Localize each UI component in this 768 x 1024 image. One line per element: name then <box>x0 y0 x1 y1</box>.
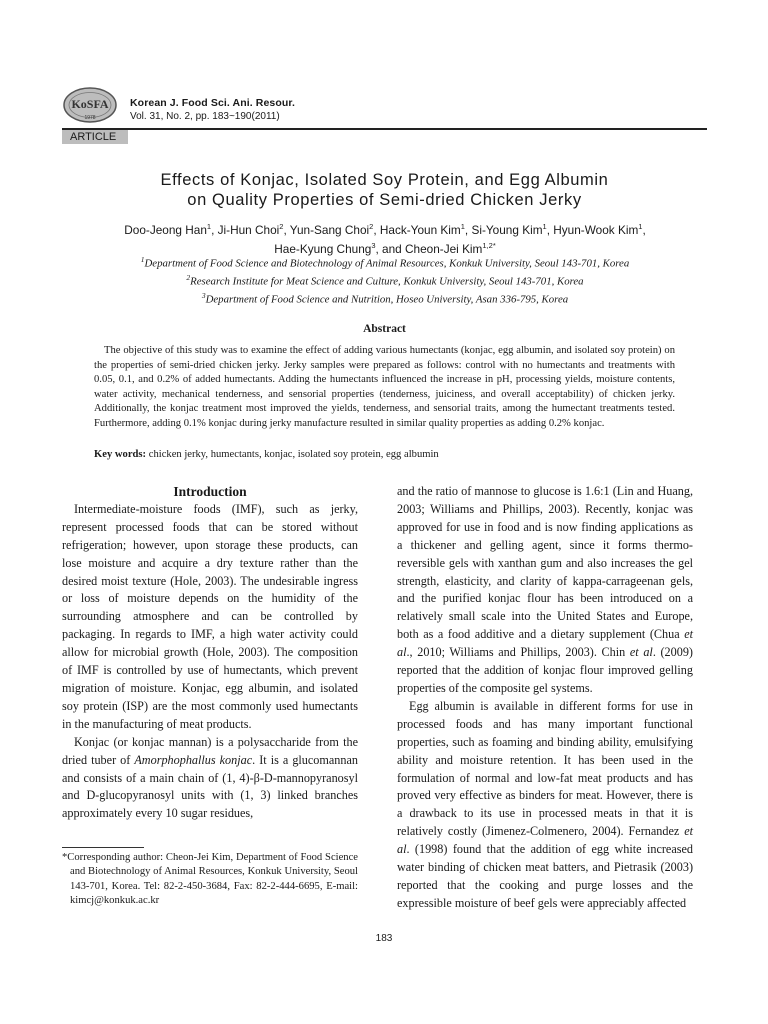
intro-paragraph-1: Intermediate-moisture foods (IMF), such as jerky, represent processed foods that can be stored without refrigeration; however, upon storage these products, can lose moisture and acquire a dry texture rather than the desired moist texture (Hole, 2003). The undesirable ingress or loss of moisture depends on the humidity of the surrounding atmosphere and can be controlled by packaging. In regards to IMF, a high water activity could allow for microbial growth (Hole, 2003). The composition of IMF is controlled by use of humectants, which prevent migration of moisture. Konjac, egg albumin, and isolated soy protein (ISP) are the most commonly used humectants in the manufacturing of meat products. <box>62 501 358 731</box>
corresponding-author-footnote <box>62 851 358 908</box>
page-number: 183 <box>375 933 393 944</box>
svg-text:KoSFA: KoSFA <box>71 97 109 111</box>
author-sup: 1 <box>542 222 547 231</box>
text-run: . (1998) found that the addition of egg white increased water binding of chicken meat batters, and Pietrasik (2003) reported that the cooking and purge losses and the expressible moisture of beef gels were appreciably affected <box>397 842 693 910</box>
article-label: ARTICLE <box>62 130 128 144</box>
text-run: Egg albumin is available in different forms for use in processed foods and has many important functional properties, such as foaming and binding ability, emulsifying ability and moisture retention. It has been used in the formulation of normal and low-fat meat products and has proved very effective as binders for meat. However, there is a drawback to its use in processed meats in that it is relatively costly (Jimenez-Colmenero, 2004). Fernandez <box>397 698 693 839</box>
author: Doo-Jeong Han <box>124 222 207 237</box>
footnote-rule <box>62 847 144 848</box>
affiliation <box>70 253 700 271</box>
affiliation-sup: 2 <box>186 273 191 283</box>
text-run: . It is a glucomannan and consists of a main chain of (1, 4)-β-D-mannopyranosyl and D-glucopyranosyl units with (1, 3) linked branches approximately every 10 sugar residues, <box>62 752 358 821</box>
affiliations <box>70 253 700 307</box>
footnote-text: *Corresponding author: Cheon-Jei Kim, Department of Food Science and Biotechnology of Animal Resources, Konkuk University, Seoul 143-701, Korea. Tel: 82-2-450-3684, Fax: 82-2-444-6695, E-mail: kimcj@konkuk.ac.kr <box>62 852 358 906</box>
author-sup: 2 <box>279 222 284 231</box>
kosfa-logo <box>62 86 118 124</box>
paper-title <box>62 170 707 210</box>
affiliation <box>70 271 700 289</box>
author: Si-Young Kim <box>471 222 543 237</box>
keywords-text: chicken jerky, humectants, konjac, isolated soy protein, egg albumin <box>148 449 439 460</box>
left-column <box>62 483 358 823</box>
affiliation-text: Department of Food Science and Nutrition, Hoseo University, Asan 336-795, Korea <box>205 293 569 306</box>
author-sup: 1,2* <box>482 240 496 250</box>
author: Hyun-Wook Kim <box>553 222 639 237</box>
journal-header <box>62 86 707 126</box>
body-paragraph-egg-albumin <box>397 698 693 913</box>
text-run: ., 2010; Williams and Phillips, 2003). Chin <box>406 645 630 660</box>
species-name: Amorphophallus konjac <box>134 752 253 767</box>
affiliation <box>70 289 700 307</box>
text-run: Konjac (or konjac mannan) is a polysaccharide from the dried tuber of <box>62 734 358 767</box>
svg-text:1978: 1978 <box>84 115 96 121</box>
intro-paragraph-2 <box>62 734 358 824</box>
author: Cheon-Jei Kim <box>405 241 483 256</box>
affiliation-sup: 1 <box>140 255 145 264</box>
author-conjunction: and <box>382 241 402 256</box>
section-heading-introduction: Introduction <box>173 484 247 499</box>
affiliation-text: Department of Food Science and Biotechnology of Animal Resources, Konkuk University, Seoul 143-701, Korea <box>144 257 630 270</box>
keywords <box>94 449 675 460</box>
abstract-text: The objective of this study was to examine the effect of adding various humectants (konjac, egg albumin, and isolated soy protein) on the properties of semi-dried chicken jerky. Jerky samples were prepared as follows: control with no humectants and treatments with 0.05, 0.1, and 0.2% of added humectants. Adding the humectants influenced the increase in pH, processing yields, moisture contents, water activity, mechanical tenderness, and sensorial properties (tenderness, juiciness, and overall acceptability) of chicken jerky. Additionally, the konjac treatment most improved the yields, tenderness, and sensorial traits, among the humectant treatments tested. Furthermore, adding 0.1% konjac during jerky manufacture resulted in similar quality properties as adding 0.2% konjac. <box>94 345 675 429</box>
title-line-2: on Quality Properties of Semi-dried Chicken Jerky <box>187 191 582 209</box>
header-rule <box>62 128 707 130</box>
affiliation-text: Research Institute for Meat Science and Culture, Konkuk University, Seoul 143-701, Korea <box>190 275 584 288</box>
author: Hae-Kyung Chung <box>274 241 372 256</box>
title-line-1: Effects of Konjac, Isolated Soy Protein, and Egg Albumin <box>160 171 609 189</box>
affiliation-sup: 3 <box>201 291 206 301</box>
journal-name: Korean J. Food Sci. Ani. Resour. <box>130 97 296 109</box>
abstract-body <box>94 344 675 432</box>
author-sup: 3 <box>371 240 376 250</box>
author-sup: 1 <box>460 222 465 231</box>
text-run: . (2009) reported that the addition of konjac flour improved gelling properties of the composite gel systems. <box>397 645 693 695</box>
abstract-heading: Abstract <box>363 323 406 335</box>
right-column <box>397 483 693 913</box>
author: Hack-Youn Kim <box>379 222 461 237</box>
author-sup: 2 <box>369 222 374 231</box>
text-run: and the ratio of mannose to glucose is 1.6:1 (Lin and Huang, 2003; Williams and Phillips, 2003). Recently, konjac was approved for use in food and is now finding applications as a thickener and gelling agent, since it forms thermo-reversible gels with xanthan gum and also increases the gel strength, elasticity, and clarity of kappa-carrageenan gels, and the purified konjac flour has been introduced on a relatively small scale into the United States and Europe, both as a food additive and a dietary supplement (Chua <box>397 484 693 642</box>
author-sup: 1 <box>206 222 212 231</box>
body-paragraph-continued <box>397 483 693 698</box>
author: Ji-Hun Choi <box>217 222 280 237</box>
author: Yun-Sang Choi <box>289 222 370 237</box>
et-al: et al <box>397 627 693 660</box>
et-al: et al <box>629 645 653 660</box>
author-list: Doo-Jeong Han$^1$, Ji-Hun Choi$^2$, Yun-Sang Choi$^2$, Hack-Youn Kim$^1$, Si-Young Kim$^1$, Hyun-Wook Kim$^1$, Hae-Kyung Chung$^3$, and Cheon-Jei Kim$^{1,2*}$ <box>124 222 646 256</box>
journal-volume: Vol. 31, No. 2, pp. 183~190(2011) <box>130 111 280 122</box>
et-al: et al <box>397 824 693 857</box>
keywords-label: Key words: <box>94 449 147 460</box>
author-sup: 1 <box>638 222 643 231</box>
